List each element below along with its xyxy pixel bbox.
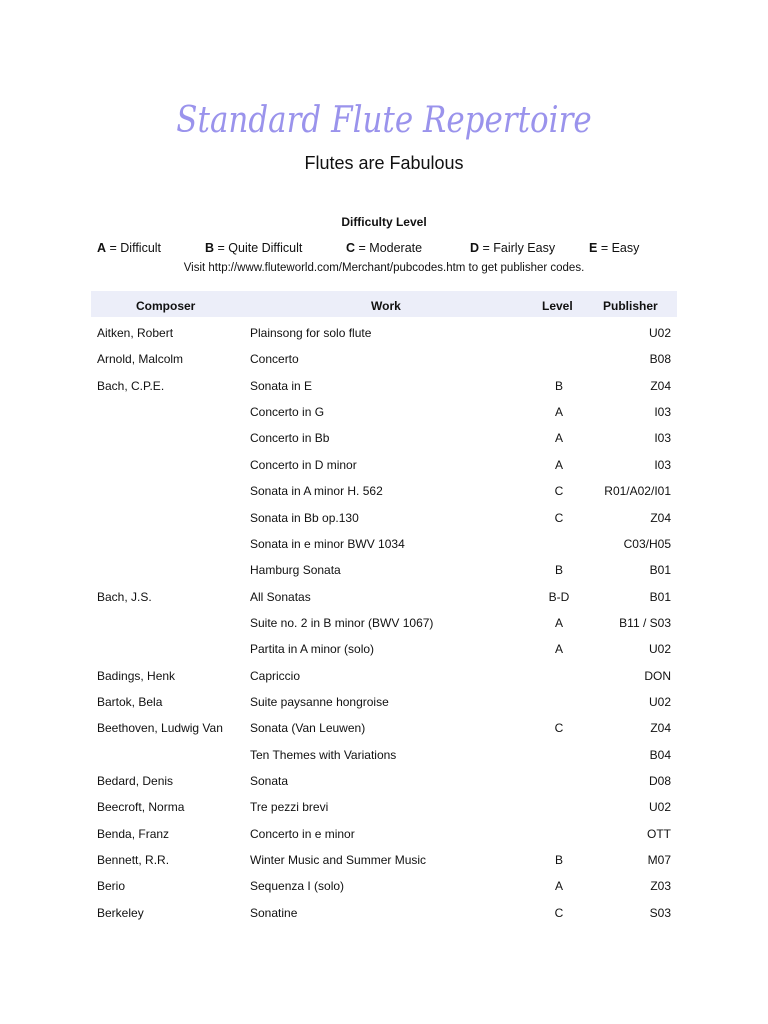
difficulty-level-b — [205, 241, 302, 255]
difficulty-code: D — [470, 241, 480, 255]
cell-work: Sonata — [250, 774, 289, 788]
difficulty-label: = Difficult — [106, 241, 162, 255]
cell-composer: Aitken, Robert — [97, 326, 174, 340]
cell-composer: Bach, C.P.E. — [97, 378, 165, 393]
table-row — [0, 642, 768, 668]
table-row — [0, 352, 768, 378]
cell-composer: Bennett, R.R. — [97, 853, 170, 867]
cell-level: A — [554, 615, 563, 630]
cell-level: A — [554, 457, 563, 472]
cell-work: Capriccio — [250, 668, 301, 683]
cell-composer: Bedard, Denis — [97, 774, 174, 788]
cell-work: Concerto — [250, 352, 299, 367]
publisher-codes-note: Visit http://www.fluteworld.com/Merchant/pubcodes.htm to get publisher codes. — [183, 262, 585, 274]
table-row — [0, 563, 768, 589]
cell-publisher: Z04 — [650, 378, 671, 393]
cell-composer: Benda, Franz — [97, 826, 170, 841]
cell-level: C — [554, 721, 564, 736]
cell-publisher: I03 — [654, 405, 671, 420]
table-row — [0, 458, 768, 484]
cell-composer: Beethoven, Ludwig Van — [97, 721, 223, 736]
cell-composer: Bach, J.S. — [97, 589, 152, 604]
table-row — [0, 906, 768, 932]
table-row — [0, 800, 768, 826]
cell-work: Partita in A minor (solo) — [250, 642, 375, 657]
cell-publisher: DON — [644, 668, 671, 683]
table-row — [0, 721, 768, 747]
cell-level: B — [554, 853, 563, 867]
cell-level: C — [554, 510, 564, 525]
table-row — [0, 695, 768, 721]
table-row — [0, 431, 768, 457]
cell-level: B — [554, 378, 563, 393]
table-row — [0, 774, 768, 800]
cell-publisher: U02 — [648, 326, 671, 340]
table-row — [0, 853, 768, 879]
difficulty-code: C — [346, 241, 356, 255]
difficulty-level-e — [589, 241, 639, 255]
table-row — [0, 379, 768, 405]
cell-publisher: B01 — [649, 589, 671, 604]
cell-work: Sonata in e minor BWV 1034 — [250, 536, 405, 551]
cell-publisher: Z03 — [650, 879, 671, 894]
cell-composer: Bartok, Bela — [97, 694, 163, 709]
difficulty-level-a — [97, 241, 161, 255]
difficulty-label: = Moderate — [355, 241, 423, 255]
difficulty-level-c — [346, 241, 422, 255]
cell-work: Sonata in Bb op.130 — [250, 510, 359, 525]
cell-composer: Berio — [97, 879, 126, 894]
cell-publisher: I03 — [654, 431, 671, 446]
cell-composer: Berkeley — [97, 905, 144, 920]
cell-work: Suite paysanne hongroise — [250, 694, 389, 709]
difficulty-code: E — [589, 241, 598, 255]
table-row — [0, 511, 768, 537]
table-row — [0, 879, 768, 905]
cell-level: B-D — [548, 589, 570, 604]
cell-work: Plainsong for solo flute — [250, 326, 372, 340]
cell-level: A — [554, 405, 563, 420]
cell-publisher: S03 — [649, 905, 671, 920]
cell-publisher: I03 — [654, 457, 671, 472]
cell-work: Sonata (Van Leuwen) — [250, 721, 366, 736]
table-row — [0, 537, 768, 563]
document-title: Standard Flute Repertoire — [176, 100, 592, 141]
cell-publisher: B08 — [649, 352, 671, 367]
cell-publisher: D08 — [648, 774, 671, 788]
difficulty-label: = Fairly Easy — [479, 241, 556, 255]
table-row — [0, 669, 768, 695]
cell-publisher: U02 — [648, 642, 671, 657]
cell-work: Ten Themes with Variations — [250, 747, 397, 762]
cell-work: Concerto in D minor — [250, 457, 357, 472]
cell-publisher: B11 / S03 — [619, 615, 671, 630]
cell-level: A — [554, 879, 563, 894]
difficulty-code: B — [205, 241, 215, 255]
cell-work: Concerto in e minor — [250, 826, 355, 841]
cell-work: Tre pezzi brevi — [250, 800, 329, 815]
table-row — [0, 827, 768, 853]
cell-composer: Arnold, Malcolm — [97, 352, 184, 367]
table-row — [0, 326, 768, 352]
table-row — [0, 405, 768, 431]
table-row — [0, 590, 768, 616]
table-row — [0, 484, 768, 510]
cell-work: Sonata in A minor H. 562 — [250, 484, 383, 499]
cell-work: Concerto in Bb — [250, 431, 330, 446]
header-publisher: Publisher — [603, 299, 658, 313]
cell-composer: Beecroft, Norma — [97, 800, 185, 815]
cell-publisher: B04 — [649, 747, 671, 762]
difficulty-label: = Quite Difficult — [214, 241, 303, 255]
cell-publisher: U02 — [648, 694, 671, 709]
difficulty-heading: Difficulty Level — [341, 215, 427, 229]
cell-work: Winter Music and Summer Music — [250, 853, 427, 867]
cell-level: C — [554, 905, 564, 920]
document-subtitle: Flutes are Fabulous — [304, 153, 464, 173]
cell-publisher: B01 — [649, 563, 671, 578]
table-row — [0, 748, 768, 774]
header-composer: Composer — [136, 299, 196, 313]
difficulty-label: = Easy — [597, 241, 640, 255]
cell-publisher: OTT — [647, 826, 671, 841]
difficulty-code: A — [97, 241, 107, 255]
cell-level: C — [554, 484, 564, 499]
cell-publisher: Z04 — [650, 721, 671, 736]
cell-work: Sonata in E — [250, 378, 313, 393]
cell-work: Sonatine — [250, 905, 298, 920]
cell-work: Sequenza I (solo) — [250, 879, 345, 894]
cell-level: A — [554, 431, 563, 446]
cell-publisher: Z04 — [650, 510, 671, 525]
cell-publisher: M07 — [647, 853, 671, 867]
cell-publisher: C03/H05 — [623, 536, 671, 551]
cell-work: Concerto in G — [250, 405, 325, 420]
cell-work: Hamburg Sonata — [250, 563, 341, 578]
header-work: Work — [371, 299, 401, 313]
table-row — [0, 616, 768, 642]
cell-publisher: R01/A02/I01 — [604, 484, 671, 499]
cell-level: B — [554, 563, 563, 578]
header-level: Level — [542, 299, 573, 313]
cell-level: A — [554, 642, 563, 657]
cell-work: All Sonatas — [250, 589, 311, 604]
cell-publisher: U02 — [648, 800, 671, 815]
cell-work: Suite no. 2 in B minor (BWV 1067) — [250, 615, 434, 630]
difficulty-level-d — [470, 241, 555, 255]
cell-composer: Badings, Henk — [97, 668, 176, 683]
